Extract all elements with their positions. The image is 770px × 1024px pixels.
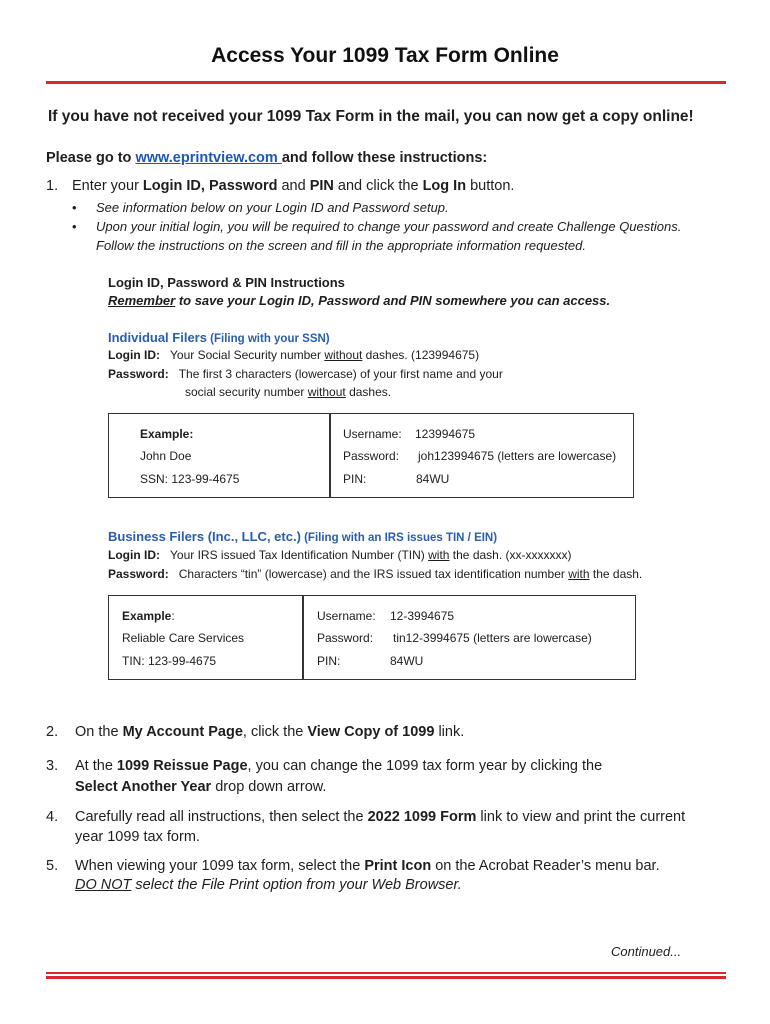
step-1-bullet-1: • <box>72 200 77 215</box>
step-3-t3: drop down arrow. <box>211 779 327 795</box>
step-1-bullet-2: • <box>72 219 77 234</box>
page-title: Access Your 1099 Tax Form Online <box>211 44 559 67</box>
step-5-number: 5. <box>46 858 59 874</box>
individual-username-value: 123994675 <box>415 427 476 441</box>
business-title-tail: (Inc., LLC, etc.) <box>204 529 301 544</box>
step-4-number: 4. <box>46 809 59 825</box>
eprintview-link[interactable]: www.eprintview.com <box>135 150 282 166</box>
step-2-number: 2. <box>46 724 59 740</box>
individual-password-value: joh123994675 (letters are lowercase) <box>418 449 617 463</box>
step-2-text <box>75 724 464 740</box>
step-5-t1: When viewing your 1099 tax form, select the <box>75 858 365 874</box>
bottom-rule-2 <box>46 976 726 979</box>
intro-text: If you have not received your 1099 Tax Form in the mail, you can now get a copy online! <box>48 108 694 125</box>
step-2-b1: My Account Page <box>122 724 243 740</box>
business-example-heading <box>122 609 175 623</box>
step-5-note-u: DO NOT <box>75 877 132 893</box>
step-3-b2: Select Another Year <box>75 779 212 795</box>
step-5-b1: Print Icon <box>364 858 432 874</box>
step-1-t1: Enter your <box>72 178 143 194</box>
business-pw-label: Password: <box>108 567 169 581</box>
individual-pin-label: PIN: <box>343 472 367 486</box>
goto-suffix: and follow these instructions: <box>281 150 488 166</box>
business-username-value: 12-3994675 <box>390 609 455 623</box>
business-username-label: Username: <box>317 609 376 623</box>
business-pin-value: 84WU <box>390 654 424 668</box>
business-example-heading-bold: Example <box>122 609 172 623</box>
business-example-tin: TIN: 123-99-4675 <box>122 654 217 668</box>
business-pw-t2: the dash. <box>589 567 643 581</box>
business-subtitle: (Filing with an IRS issues TIN / EIN) <box>300 532 498 544</box>
step-4-b1: 2022 1099 Form <box>367 809 477 825</box>
step-4-t2: link to view and print the current <box>476 809 686 825</box>
step-5-note <box>75 877 462 893</box>
individual-filers-heading <box>108 330 330 345</box>
step-5-t2: on the Acrobat Reader’s menu bar. <box>431 858 660 874</box>
business-title: Business Filers <box>108 529 205 544</box>
business-login <box>108 548 572 562</box>
individual-pw-t1: social security number <box>185 385 308 399</box>
step-4-text <box>75 809 685 825</box>
individual-password-label: Password: <box>343 449 400 463</box>
individual-subtitle: (Filing with your SSN) <box>206 333 330 345</box>
step-1-bullet-2-text-cont: Follow the instructions on the screen and fill in the appropriate information requested. <box>96 238 586 253</box>
business-pin-label: PIN: <box>317 654 341 668</box>
step-1-pin-bold: PIN <box>309 178 334 194</box>
continued-text: Continued... <box>611 944 682 959</box>
goto-line <box>46 150 487 166</box>
step-3-t1: At the <box>75 758 117 774</box>
individual-password-cont <box>185 385 391 399</box>
step-1-text <box>72 178 514 194</box>
business-password-value: tin12-3994675 (letters are lowercase) <box>393 631 592 645</box>
business-login-t1: Your IRS issued Tax Identification Number (TIN) <box>170 548 429 562</box>
individual-pw-u: without <box>307 385 346 399</box>
step-3-t2: , you can change the 1099 tax form year by clicking the <box>247 758 603 774</box>
step-1-t4: button. <box>466 178 515 194</box>
individual-username-label: Username: <box>343 427 402 441</box>
individual-pw-line1: The first 3 characters (lowercase) of your first name and your <box>178 367 503 381</box>
step-4-t1: Carefully read all instructions, then select the <box>75 809 368 825</box>
step-1-login-button-bold: Log In <box>422 178 467 194</box>
step-3-text-cont <box>75 779 326 795</box>
individual-example-ssn: SSN: 123-99-4675 <box>140 472 240 486</box>
business-password <box>108 567 642 581</box>
individual-login-t1: Your Social Security number <box>170 348 325 362</box>
bottom-rule-1 <box>46 972 726 974</box>
business-login-label: Login ID: <box>108 548 160 562</box>
business-example-heading-colon: : <box>171 609 175 623</box>
individual-title: Individual Filers <box>108 330 207 345</box>
step-1-t2: and <box>277 178 310 194</box>
business-pw-u: with <box>568 567 590 581</box>
business-login-t2: the dash. (xx-xxxxxxx) <box>449 548 572 562</box>
step-3-text <box>75 758 602 774</box>
step-5-text <box>75 858 660 874</box>
step-1-number: 1. <box>46 178 59 194</box>
step-2-t1: On the <box>75 724 123 740</box>
business-pw-t1: Characters “tin” (lowercase) and the IRS issued tax identification number <box>178 567 569 581</box>
remember-underlined: Remember <box>108 293 176 308</box>
individual-pw-label: Password: <box>108 367 169 381</box>
individual-login <box>108 348 479 362</box>
individual-pw-t2: dashes. <box>345 385 392 399</box>
instructions-remember <box>108 293 610 308</box>
individual-login-label: Login ID: <box>108 348 160 362</box>
step-1-login-bold: Login ID, Password <box>142 178 278 194</box>
business-login-u: with <box>428 548 450 562</box>
individual-login-t2: dashes. (123994675) <box>362 348 480 362</box>
step-1-t3: and click the <box>333 178 423 194</box>
individual-example-name: John Doe <box>140 449 192 463</box>
individual-login-u: without <box>324 348 363 362</box>
title-divider <box>46 81 726 84</box>
step-4-text-cont: year 1099 tax form. <box>75 829 200 845</box>
business-example-name: Reliable Care Services <box>122 631 245 645</box>
step-1-bullet-2-text: Upon your initial login, you will be required to change your password and create Challenge Questions. <box>96 219 682 234</box>
business-password-label: Password: <box>317 631 374 645</box>
step-2-t3: link. <box>434 724 465 740</box>
individual-example-divider <box>329 413 331 498</box>
step-2-b2: View Copy of 1099 <box>307 724 435 740</box>
step-5-note-rest: select the File Print option from your Web Browser. <box>131 877 462 893</box>
individual-pin-value: 84WU <box>416 472 450 486</box>
step-1-bullet-1-text: See information below on your Login ID and Password setup. <box>96 200 449 215</box>
business-filers-heading <box>108 529 497 544</box>
individual-password <box>108 367 503 381</box>
step-3-number: 3. <box>46 758 59 774</box>
instructions-heading: Login ID, Password & PIN Instructions <box>108 275 345 290</box>
step-3-b1: 1099 Reissue Page <box>116 758 248 774</box>
remember-rest: to save your Login ID, Password and PIN somewhere you can access. <box>175 293 611 308</box>
individual-example-heading: Example: <box>140 427 194 441</box>
goto-prefix: Please go to <box>46 150 136 166</box>
step-2-t2: , click the <box>242 724 308 740</box>
business-example-divider <box>302 595 304 680</box>
